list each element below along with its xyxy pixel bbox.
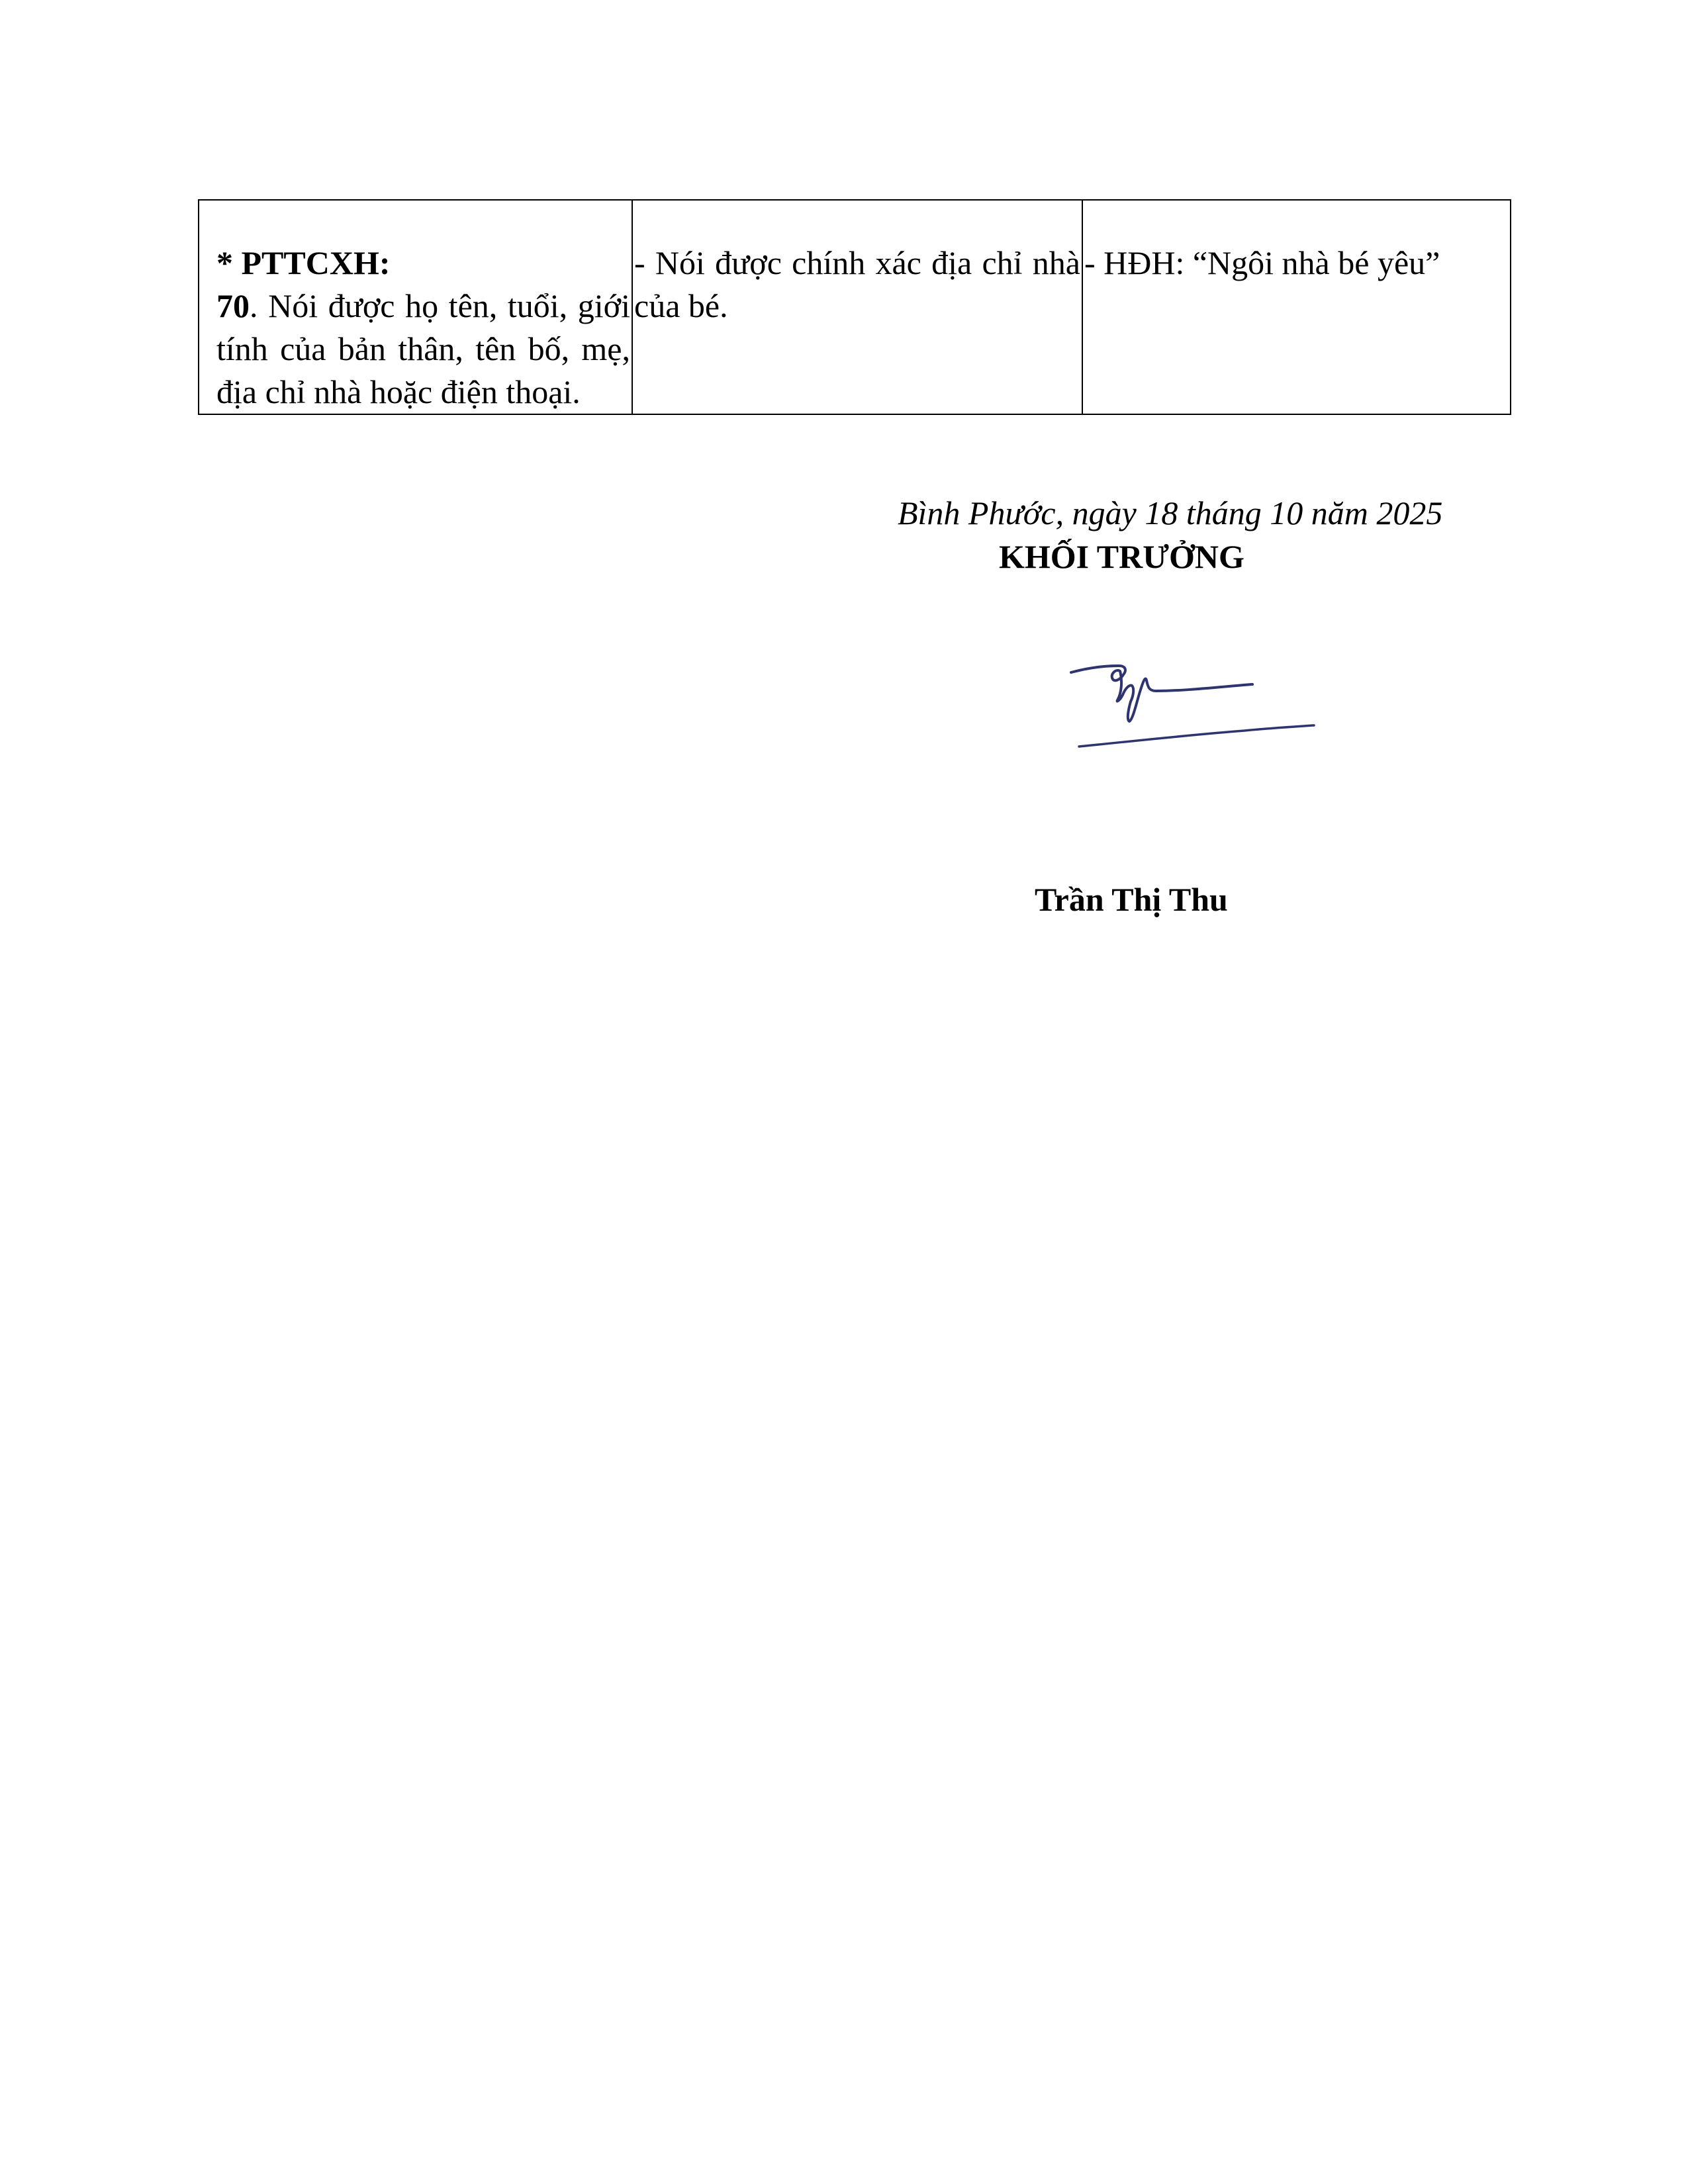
section-heading: * PTTCXH: (216, 244, 391, 281)
table-row (199, 200, 1511, 414)
activity-text: - HĐH: “Ngôi nhà bé yêu” (1084, 244, 1440, 281)
signature-stroke (1071, 666, 1252, 721)
date-line: Bình Phước, ngày 18 tháng 10 năm 2025 (898, 494, 1443, 531)
activity-cell (1082, 200, 1511, 414)
requirement-cell (632, 200, 1082, 414)
requirement-text: - Nói được chính xác địa chỉ nhà của bé. (634, 244, 1080, 324)
criteria-cell (199, 200, 632, 414)
criteria-text: . Nói được họ tên, tuổi, giới tính của bản thân, tên bố, mẹ, địa chỉ nhà hoặc điện thoại. (216, 287, 630, 410)
signature-underline (1079, 725, 1314, 747)
content-table (198, 199, 1511, 415)
signer-name: Trần Thị Thu (1035, 881, 1228, 918)
handwritten-signature (1033, 622, 1364, 768)
criteria-number: 70 (216, 287, 250, 324)
signer-role: KHỐI TRƯỞNG (999, 538, 1244, 575)
criteria-content (199, 242, 632, 414)
